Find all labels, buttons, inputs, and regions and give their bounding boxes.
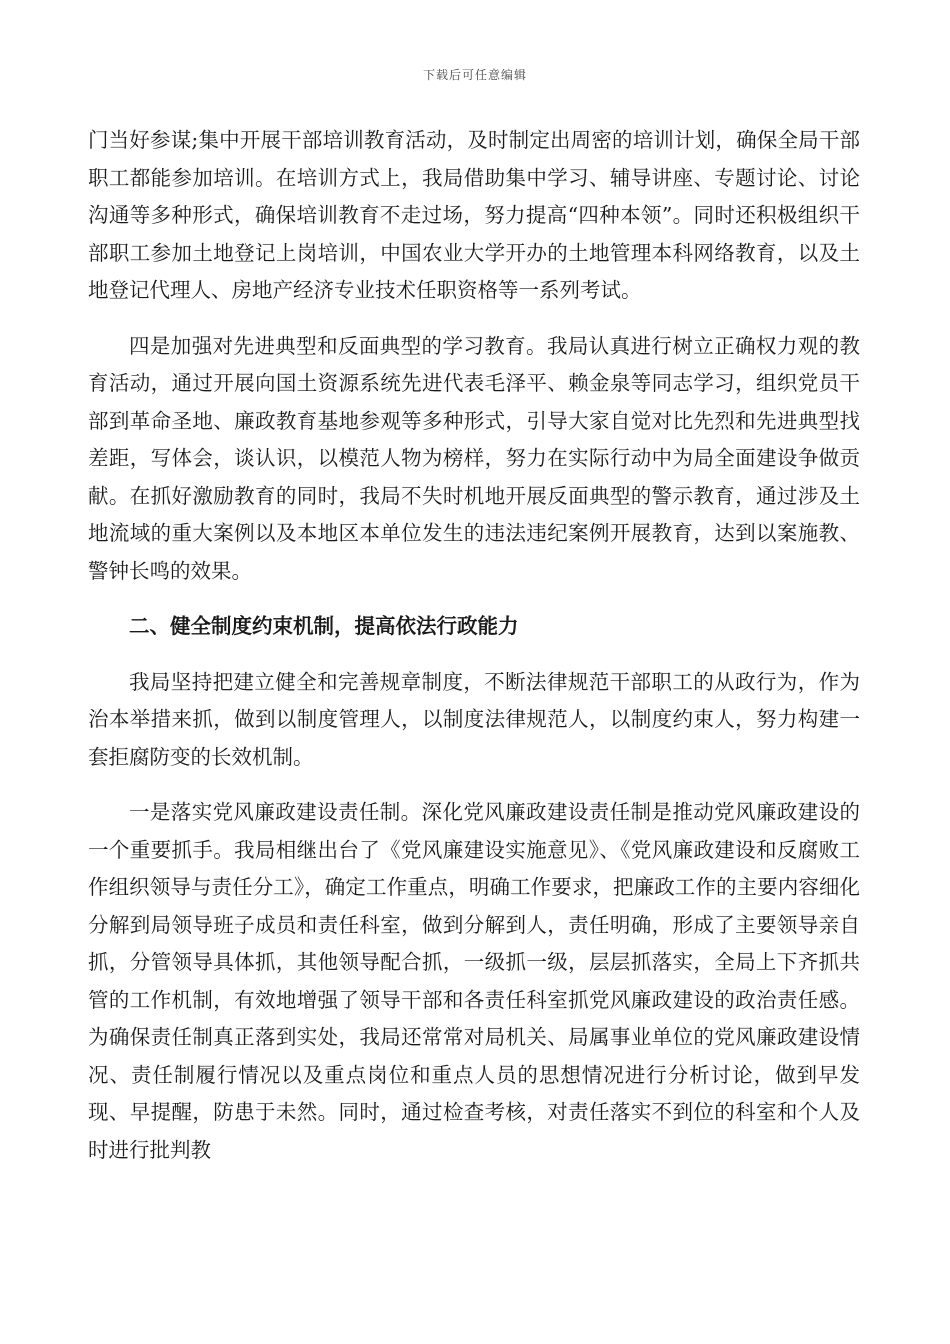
paragraph-typical-education: 四是加强对先进典型和反面典型的学习教育。我局认真进行树立正确权力观的教育活动，通过开展向国土资源系统先进代表毛泽平、赖金泉等同志学习，组织党员干部到革命圣地、廉政教育基地参观等多种形式，引导大家自觉对比先烈和先进典型找差距，写体会，谈认识，以模范人物为榜样，努力在实际行动中为局全面建设争做贡献。在抓好激励教育的同时，我局不失时机地开展反面典型的警示教育，通过涉及土地流域的重大案例以及本地区本单位发生的违法违纪案例开展教育，达到以案施教、警钟长鸣的效果。 [88, 333, 860, 583]
paragraph-system-building: 我局坚持把建立健全和完善规章制度，不断法律规范干部职工的从政行为，作为治本举措来抓，做到以制度管理人，以制度法律规范人，以制度约束人，努力构建一套拒腐防变的长效机制。 [88, 669, 860, 769]
page-header-note: 下载后可任意编辑 [422, 68, 527, 82]
paragraph-training: 门当好参谋;集中开展干部培训教育活动，及时制定出周密的培训计划，确保全局干部职工都能参加培训。在培训方式上，我局借助集中学习、辅导讲座、专题讨论、讨论沟通等多种形式，确保培训教育不走过场，努力提高“四种本领”。同时还积极组织干部职工参加土地登记上岗培训，中国农业大学开办的土地管理本科网络教育，以及土地登记代理人、房地产经济专业技术任职资格等一系列考试。 [88, 128, 860, 302]
paragraph-responsibility-system: 一是落实党风廉政建设责任制。深化党风廉政建设责任制是推动党风廉政建设的一个重要抓手。我局相继出台了《党风廉建设实施意见》、《党风廉政建设和反腐败工作组织领导与责任分工》，确定工作重点，明确工作要求，把廉政工作的主要内容细化分解到局领导班子成员和责任科室，做到分解到人，责任明确，形成了主要领导亲自抓，分管领导具体抓，其他领导配合抓，一级抓一级，层层抓落实，全局上下齐抓共管的工作机制，有效地增强了领导干部和各责任科室抓党风廉政建设的政治责任感。为确保责任制真正落到实处，我局还常常对局机关、局属事业单位的党风廉政建设情况、责任制履行情况以及重点岗位和重点人员的思想情况进行分析讨论，做到早发现、早提醒，防患于未然。同时，通过检查考核，对责任落实不到位的科室和个人及时进行批判教 [88, 800, 860, 1162]
section-heading-2: 二、健全制度约束机制，提高依法行政能力 [129, 614, 519, 638]
document-body [88, 122, 860, 1169]
